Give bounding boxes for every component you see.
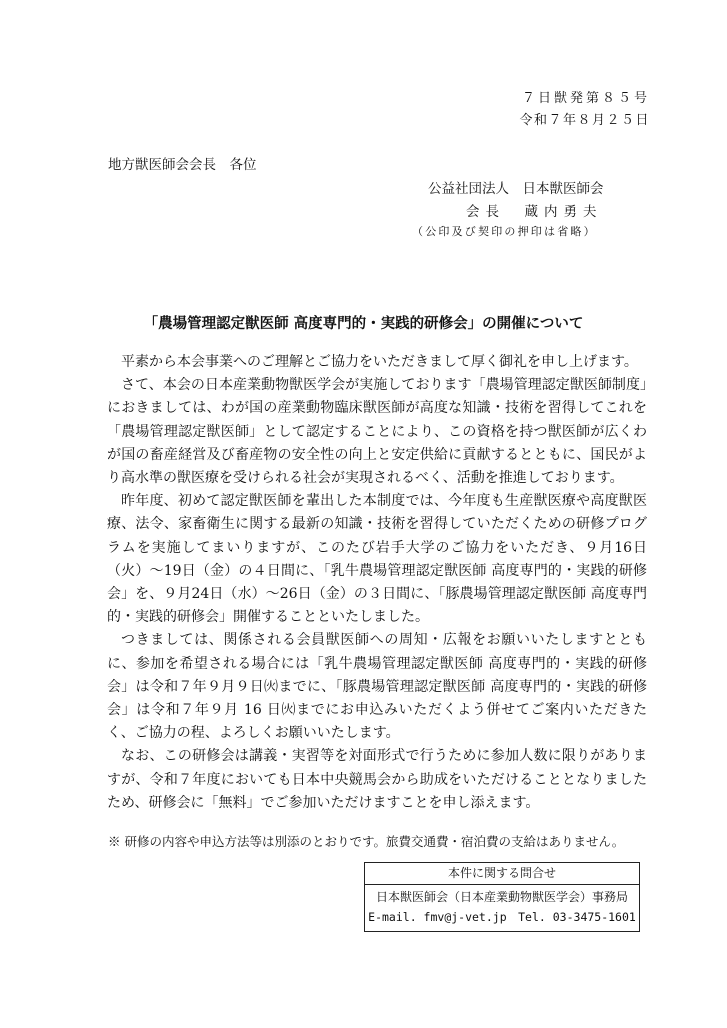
addressee: 地方獣医師会会長 各位 <box>108 157 257 173</box>
sender-organization: 公益社団法人 日本獣医師会 <box>428 181 604 197</box>
body-paragraph: なお、この研修会は講義・実習等を対面形式で行うために参加人数に限りがありますが、令和７年度においても日本中央競馬会から助成をいただけることとなりましたため、研修会に「無料」でご参加いただけますことを申し添えます。 <box>107 748 647 811</box>
sender-name: 会長 蔵内勇夫 <box>466 204 603 220</box>
document-reference-number: ７日獣発第８５号 <box>521 91 650 106</box>
body-paragraph: つきましては、関係される会員獣医師への周知・広報をお願いいたしますとともに、参加を希望される場合には「乳牛農場管理認定獣医師 高度専門的・実践的研修会」は令和７年９月９日㈫までに、「豚農場管理認定獣医師 高度専門的・実践的研修会」は令和７年９月 16 日㈫までにお申込みいただくよう併せてご案内いただきたく、ご協力の程、よろしくお願いいたします。 <box>107 632 647 742</box>
seal-note: （公印及び契印の押印は省略） <box>412 225 597 238</box>
document-date: 令和７年８月２５日 <box>519 113 650 128</box>
contact-email-tel: E-mail. fmv@j-vet.jp Tel. 03-3475-1601 <box>368 910 636 924</box>
body-paragraph: 昨年度、初めて認定獣医師を輩出した本制度では、今年度も生産獣医療や高度獣医療、法令、家畜衛生に関する最新の知識・技術を習得していただくための研修プログラムを実施してまいりますが、このたび岩手大学のご協力をいただき、９月16日（火）～19日（金）の４日間に、「乳牛農場管理認定獣医師 高度専門的・実践的研修会」を、９月24日（水）～26日（金）の３日間に、「豚農場管理認定獣医師 高度専門的・実践的研修会」開催することといたしました。 <box>107 493 647 626</box>
body-paragraph: 平素から本会事業へのご理解とご協力をいただきまして厚く御礼を申し上げます。 <box>121 354 638 370</box>
contact-heading: 本件に関する問合せ <box>365 863 639 885</box>
contact-details <box>365 885 639 931</box>
body-text <box>107 351 647 815</box>
contact-box <box>364 862 640 932</box>
document-title: 「農場管理認定獣医師 高度専門的・実践的研修会」の開催について <box>143 316 584 332</box>
footnote: ※ 研修の内容や申込方法等は別添のとおりです。旅費交通費・宿泊費の支給はありません。 <box>108 834 625 849</box>
body-paragraph: さて、本会の日本産業動物獣医学会が実施しております「農場管理認定獣医師制度」におきましては、わが国の産業動物臨床獣医師が高度な知識・技術を習得してこれを「農場管理認定獣医師」として認定することにより、この資格を持つ獣医師が広くわが国の畜産経営及び畜産物の安全性の向上と安定供給に貢献するとともに、国民がより高水準の獣医療を受けられる社会が実現されるべく、活動を推進しております。 <box>107 377 647 487</box>
contact-office: 日本獣医師会（日本産業動物獣医学会）事務局 <box>375 890 628 904</box>
